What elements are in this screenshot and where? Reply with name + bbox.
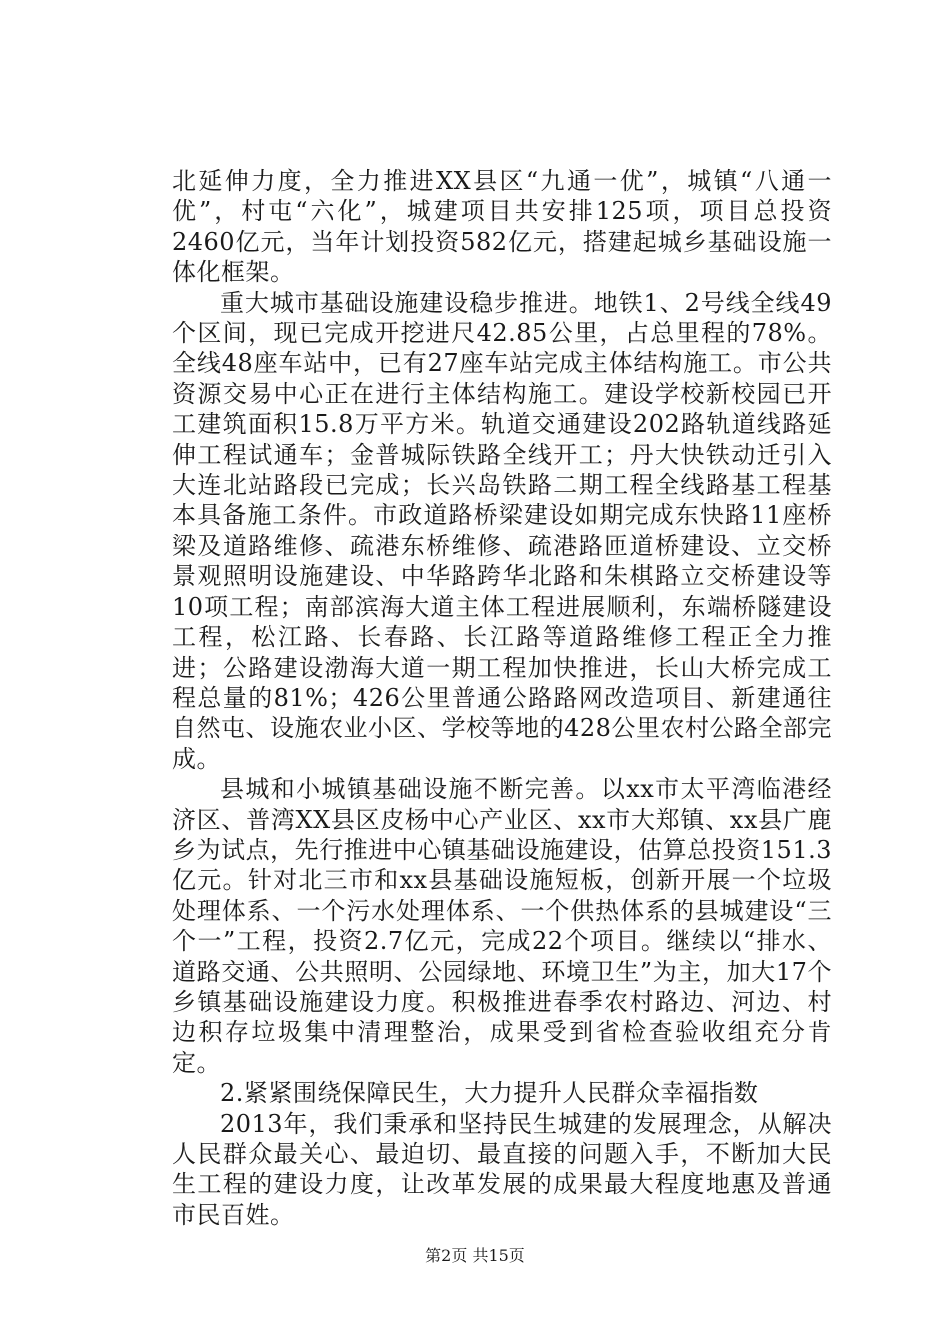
paragraph-continuation: 北延伸力度，全力推进XX县区“九通一优”，城镇“八通一优”，村屯“六化”，城建项目共安排125项，项目总投资2460亿元，当年计划投资582亿元，搭建起城乡基础设施一体化框架。 — [172, 167, 832, 287]
paragraph-county-town-infrastructure: 县城和小城镇基础设施不断完善。以xx市太平湾临港经济区、普湾XX县区皮杨中心产业区、xx市大郑镇、xx县广鹿乡为试点，先行推进中心镇基础设施建设，估算总投资151.3亿元。针对北三市和xx县基础设施短板，创新开展一个垃圾处理体系、一个污水处理体系、一个供热体系的县城建设“三个一”工程，投资2.7亿元，完成22个项目。继续以“排水、道路交通、公共照明、公园绿地、环境卫生”为主，加大17个乡镇基础设施建设力度。积极推进春季农村路边、河边、村边积存垃圾集中清理整治，成果受到省检查验收组充分肯定。 — [172, 775, 832, 1077]
section-heading: 2.紧紧围绕保障民生，大力提升人民群众幸福指数 — [220, 1079, 759, 1108]
paragraph-major-infrastructure: 重大城市基础设施建设稳步推进。地铁1、2号线全线49个区间，现已完成开挖进尺42.85公里，占总里程的78%。全线48座车站中，已有27座车站完成主体结构施工。市公共资源交易中心正在进行主体结构施工。建设学校新校园已开工建筑面积15.8万平方米。轨道交通建设202路轨道线路延伸工程试通车；金普城际铁路全线开工；丹大快铁动迁引入大连北站路段已完成；长兴岛铁路二期工程全线路基工程基本具备施工条件。市政道路桥梁建设如期完成东快路11座桥梁及道路维修、疏港东桥维修、疏港路匝道桥建设、立交桥景观照明设施建设、中华路跨华北路和朱棋路立交桥建设等10项工程；南部滨海大道主体工程进展顺利，东端桥隧建设工程，松江路、长春路、长江路等道路维修工程正全力推进；公路建设渤海大道一期工程加快推进，长山大桥完成工程总量的81%；426公里普通公路路网改造项目、新建通往自然屯、设施农业小区、学校等地的428公里农村公路全部完成。 — [172, 288, 832, 773]
page-number-footer: 第2页 共15页 — [425, 1246, 525, 1265]
document-body — [172, 166, 832, 1230]
paragraph-livelihood: 2013年，我们秉承和坚持民生城建的发展理念，从解决人民群众最关心、最迫切、最直接的问题入手，不断加大民生工程的建设力度，让改革发展的成果最大程度地惠及普通市民百姓。 — [172, 1109, 832, 1229]
